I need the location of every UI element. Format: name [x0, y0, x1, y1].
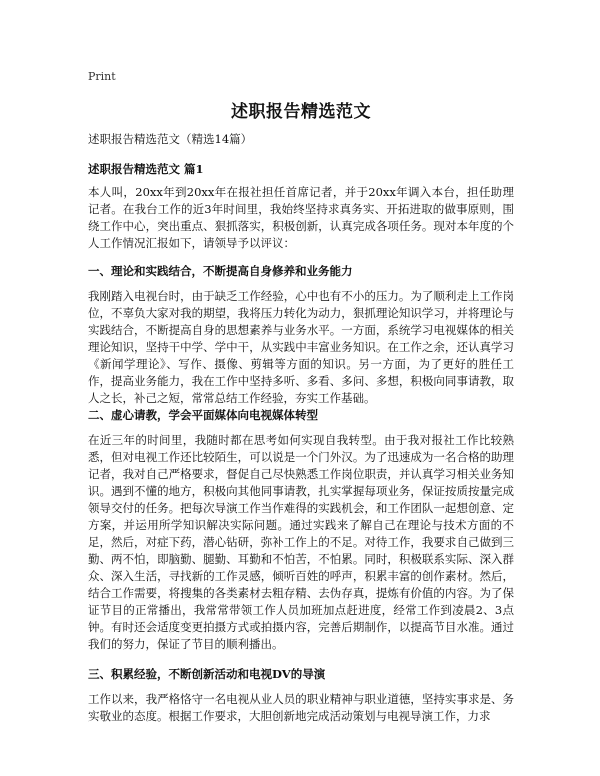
section-body-3: 工作以来，我严格恪守一名电视从业人员的职业精神与职业道德，坚持实事求是、务实敬业的态度。根据工作要求，大胆创新地完成活动策划与电视导演工作，力求 [88, 692, 514, 723]
document-title: 述职报告精选范文 [231, 102, 371, 122]
document-subtitle: 述职报告精选范文（精选14篇） [88, 132, 253, 146]
article-heading: 述职报告精选范文 篇1 [88, 162, 204, 176]
print-label: Print [88, 70, 116, 83]
section-body-2: 在近三年的时间里，我随时都在思考如何实现自我转型。由于我对报社工作比较熟悉，但对电视工作还比较陌生，可以说是一个门外汉。为了迅速成为一名合格的助理记者，我对自己严格要求，督促自己尽快熟悉工作岗位职责，并认真学习相关业务知识。遇到不懂的地方，积极向其他同事请教，扎实掌握每项业务，保证按质按量完成领导交付的任务。把每次导演工作当作难得的实践机会，和工作团队一起想创意、定方案，并运用所学知识解决实际问题。通过实践来了解自己在理论与技术方面的不足，然后，对症下药，潜心钻研，弥补工作上的不足。对待工作，我要求自己做到三勤、两不怕，即脑勤、腿勤、耳勤和不怕苦，不怕累。同时，积极联系实际、深入群众、深入生活，寻找新的工作灵感，倾听百姓的呼声，积累丰富的创作素材。然后，结合工作需要，将搜集的各类素材去粗存精、去伪存真，提炼有价值的内容。为了保证节目的正常播出，我常常带领工作人员加班加点赶进度，经常工作到凌晨2、3点钟。有时还会适度变更拍摄方式或拍摄内容，完善后期制作，以提高节目水准。通过我们的努力，保证了节目的顺利播出。 [88, 433, 514, 651]
section-body-1: 我刚踏入电视台时，由于缺乏工作经验，心中也有不小的压力。为了顺利走上工作岗位，不辜负大家对我的期望，我将压力转化为动力，狠抓理论知识学习，并将理论与实践结合，不断提高自身的思想素养与业务水平。一方面，系统学习电视媒体的相关理论知识，坚持干中学、学中干，从实践中丰富业务知识。在工作之余，还认真学习《新闻学理论》、写作、摄像、剪辑等方面的知识。另一方面，为了更好的胜任工作，提高业务能力，我在工作中坚持多听、多看、多问、多想，积极向同事请教，取人之长，补己之短，常常总结工作经验，夯实工作基础。 [88, 289, 514, 405]
section-heading-3: 三、积累经验，不断创新活动和电视DV的导演 [88, 667, 326, 681]
section-heading-2: 二、虚心请教，学会平面媒体向电视媒体转型 [88, 408, 318, 422]
section-heading-1: 一、理论和实践结合，不断提高自身修养和业务能力 [88, 264, 353, 278]
intro-paragraph: 本人叫，20xx年到20xx年在报社担任首席记者，并于20xx年调入本台，担任助理记者。在我台工作的近3年时间里，我始终坚持求真务实、开拓进取的做事原则，围绕工作中心，突出重点、狠抓落实，积极创新，认真完成各项任务。现对本年度的个人工作情况汇报如下，请领导予以评议： [88, 185, 514, 250]
